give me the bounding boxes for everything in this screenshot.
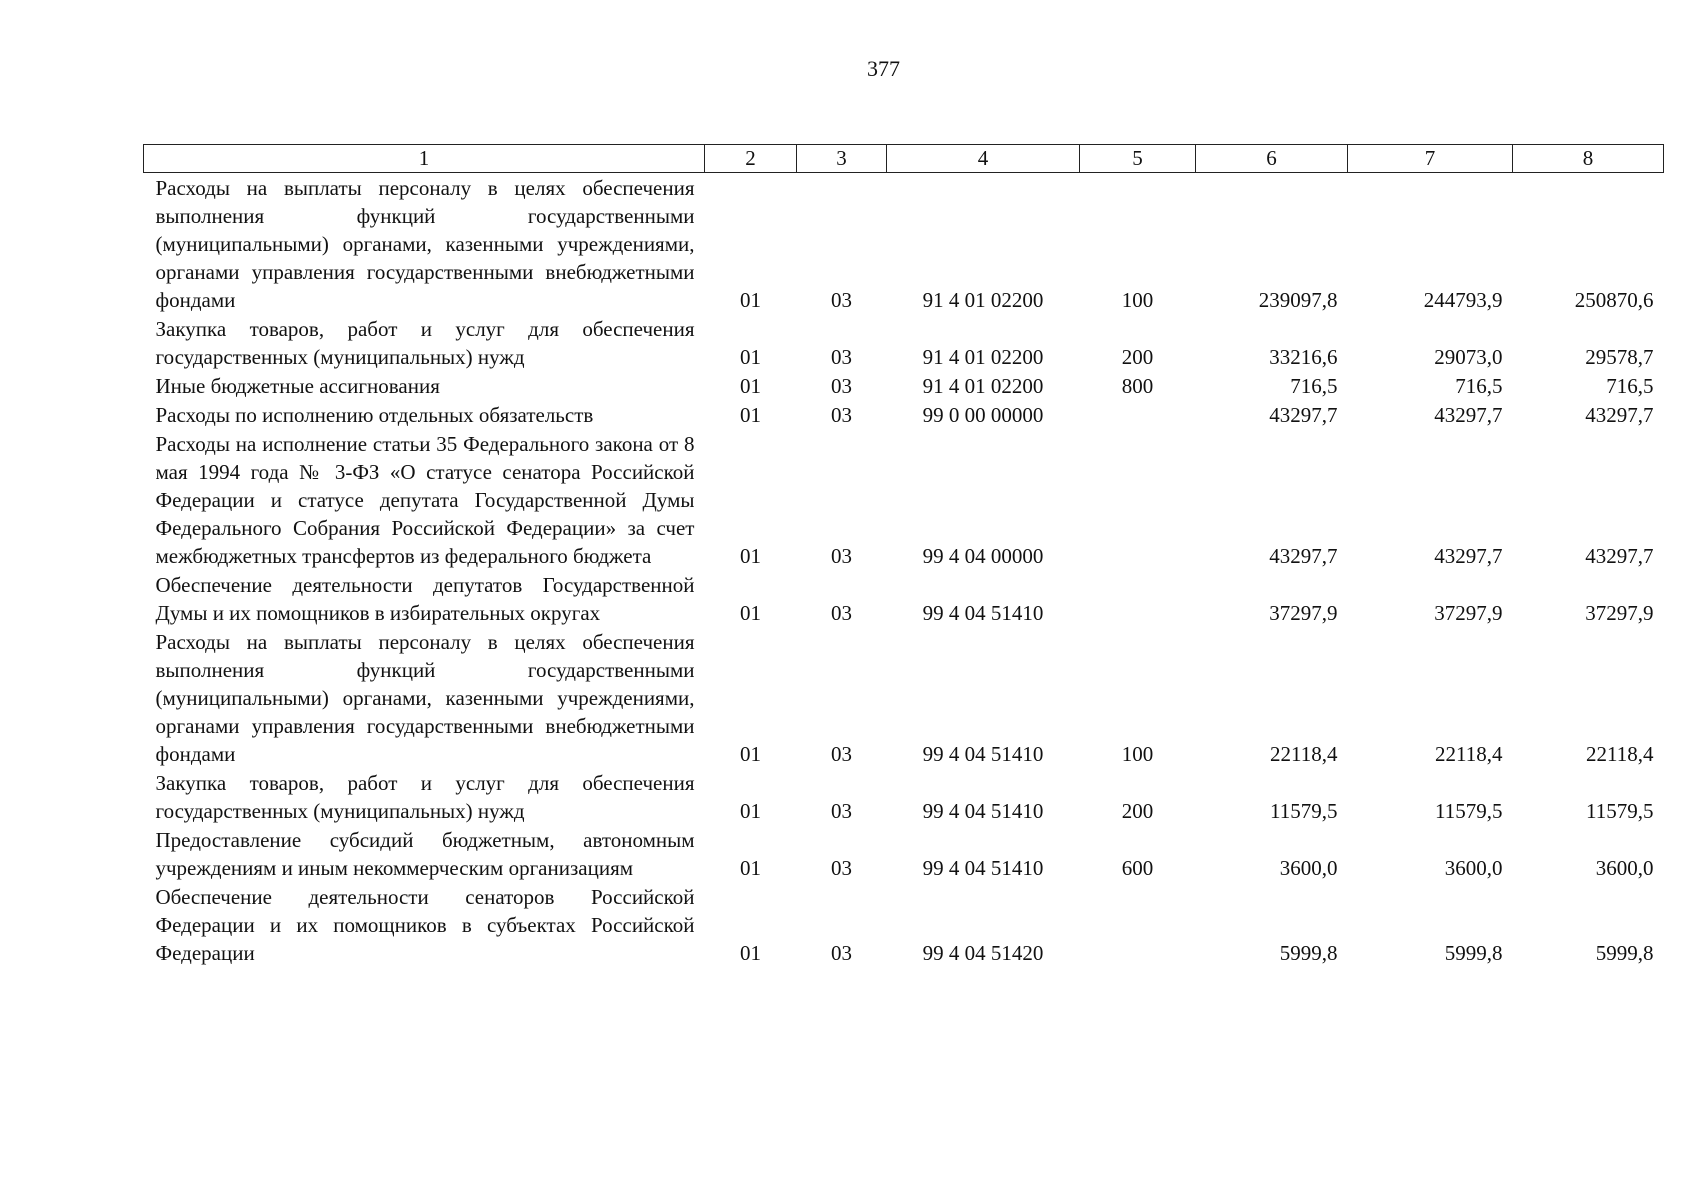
row-amount-6: 11579,5 [1270, 799, 1338, 823]
column-header-5: 5 [1080, 145, 1196, 173]
row-amount-7: 37297,9 [1434, 601, 1503, 625]
row-amount-8: 716,5 [1606, 374, 1654, 398]
row-amount-6: 239097,8 [1258, 288, 1338, 312]
row-target-article: 91 4 01 02200 [922, 288, 1044, 312]
row-expense-type: 100 [1121, 742, 1154, 766]
row-section: 01 [740, 941, 761, 965]
row-amount-6: 37297,9 [1269, 601, 1338, 625]
row-target-article: 99 4 04 51410 [922, 742, 1044, 766]
row-amount-6: 716,5 [1290, 374, 1338, 398]
row-amount-6: 33216,6 [1269, 345, 1338, 369]
row-amount-6: 43297,7 [1269, 403, 1338, 427]
row-name: Расходы на исполнение статьи 35 Федерального закона от 8 мая 1994 года № 3-ФЗ «О статусе сенатора Российской Федерации и статусе депутата Государственной Думы Федерального Собрания Российской Федерации» за счет межбюджетных трансфертов из федерального бюджета [155, 432, 695, 568]
row-target-article: 99 0 00 00000 [922, 403, 1044, 427]
table-row [144, 768, 1664, 825]
row-expense-type: 100 [1121, 288, 1154, 312]
table-row [144, 314, 1664, 371]
column-header-8: 8 [1513, 145, 1664, 173]
row-subsection: 03 [831, 544, 852, 568]
row-amount-6: 3600,0 [1279, 856, 1338, 880]
row-section: 01 [740, 544, 761, 568]
row-name: Закупка товаров, работ и услуг для обеспечения государственных (муниципальных) нужд [155, 771, 695, 823]
row-target-article: 99 4 04 51420 [922, 941, 1044, 965]
row-section: 01 [740, 345, 761, 369]
row-amount-6: 5999,8 [1279, 941, 1338, 965]
row-amount-8: 37297,9 [1585, 601, 1654, 625]
column-header-4: 4 [887, 145, 1080, 173]
row-expense-type [1080, 429, 1196, 570]
row-amount-6: 43297,7 [1269, 544, 1338, 568]
table-row [144, 627, 1664, 768]
row-section: 01 [740, 374, 761, 398]
row-name: Расходы на выплаты персоналу в целях обеспечения выполнения функций государственными (муниципальными) органами, казенными учреждениями, органами управления государственными внебюджетными фондами [155, 176, 695, 312]
row-expense-type [1080, 570, 1196, 627]
row-amount-7: 22118,4 [1435, 742, 1503, 766]
row-amount-7: 244793,9 [1423, 288, 1503, 312]
row-amount-7: 716,5 [1455, 374, 1503, 398]
row-subsection: 03 [831, 288, 852, 312]
row-target-article: 99 4 04 51410 [922, 856, 1044, 880]
table-row [144, 400, 1664, 429]
column-header-2: 2 [705, 145, 797, 173]
row-subsection: 03 [831, 374, 852, 398]
table-row [144, 429, 1664, 570]
row-subsection: 03 [831, 742, 852, 766]
row-target-article: 99 4 04 00000 [922, 544, 1044, 568]
row-amount-8: 3600,0 [1595, 856, 1654, 880]
row-section: 01 [740, 742, 761, 766]
row-subsection: 03 [831, 403, 852, 427]
row-expense-type: 600 [1121, 856, 1154, 880]
row-amount-8: 29578,7 [1585, 345, 1654, 369]
row-target-article: 91 4 01 02200 [922, 345, 1044, 369]
row-expense-type: 800 [1121, 374, 1154, 398]
table-header-row [144, 145, 1664, 173]
row-name: Расходы по исполнению отдельных обязательств [155, 403, 594, 427]
row-name: Расходы на выплаты персоналу в целях обеспечения выполнения функций государственными (муниципальными) органами, казенными учреждениями, органами управления государственными внебюджетными фондами [155, 630, 695, 766]
row-name: Предоставление субсидий бюджетным, автономным учреждениям и иным некоммерческим организациям [155, 828, 695, 880]
table-row [144, 570, 1664, 627]
row-amount-8: 43297,7 [1585, 403, 1654, 427]
row-expense-type [1080, 400, 1196, 429]
budget-table [143, 144, 1664, 967]
row-target-article: 99 4 04 51410 [922, 601, 1044, 625]
row-expense-type [1080, 882, 1196, 967]
row-amount-6: 22118,4 [1270, 742, 1338, 766]
row-section: 01 [740, 403, 761, 427]
row-subsection: 03 [831, 345, 852, 369]
row-target-article: 99 4 04 51410 [922, 799, 1044, 823]
row-section: 01 [740, 856, 761, 880]
row-target-article: 91 4 01 02200 [922, 374, 1044, 398]
row-section: 01 [740, 799, 761, 823]
row-name: Закупка товаров, работ и услуг для обеспечения государственных (муниципальных) нужд [155, 317, 695, 369]
row-amount-7: 43297,7 [1434, 544, 1503, 568]
row-expense-type: 200 [1121, 799, 1154, 823]
row-amount-8: 11579,5 [1586, 799, 1654, 823]
row-amount-8: 43297,7 [1585, 544, 1654, 568]
row-subsection: 03 [831, 601, 852, 625]
column-header-6: 6 [1196, 145, 1348, 173]
row-subsection: 03 [831, 941, 852, 965]
row-amount-7: 29073,0 [1434, 345, 1503, 369]
row-amount-8: 250870,6 [1574, 288, 1654, 312]
table-row [144, 371, 1664, 400]
row-subsection: 03 [831, 799, 852, 823]
table-row [144, 173, 1664, 315]
column-header-7: 7 [1348, 145, 1513, 173]
row-amount-7: 5999,8 [1444, 941, 1503, 965]
row-subsection: 03 [831, 856, 852, 880]
row-amount-8: 5999,8 [1595, 941, 1654, 965]
column-header-1: 1 [144, 145, 705, 173]
row-name: Иные бюджетные ассигнования [155, 374, 440, 398]
row-amount-7: 43297,7 [1434, 403, 1503, 427]
table-row [144, 825, 1664, 882]
row-section: 01 [740, 601, 761, 625]
row-amount-8: 22118,4 [1586, 742, 1654, 766]
column-header-3: 3 [797, 145, 887, 173]
row-name: Обеспечение деятельности депутатов Государственной Думы и их помощников в избирательных округах [155, 573, 695, 625]
row-section: 01 [740, 288, 761, 312]
row-name: Обеспечение деятельности сенаторов Российской Федерации и их помощников в субъектах Российской Федерации [155, 885, 695, 965]
row-amount-7: 3600,0 [1444, 856, 1503, 880]
table-row [144, 882, 1664, 967]
row-expense-type: 200 [1121, 345, 1154, 369]
page-number: 377 [867, 56, 900, 81]
row-amount-7: 11579,5 [1435, 799, 1503, 823]
